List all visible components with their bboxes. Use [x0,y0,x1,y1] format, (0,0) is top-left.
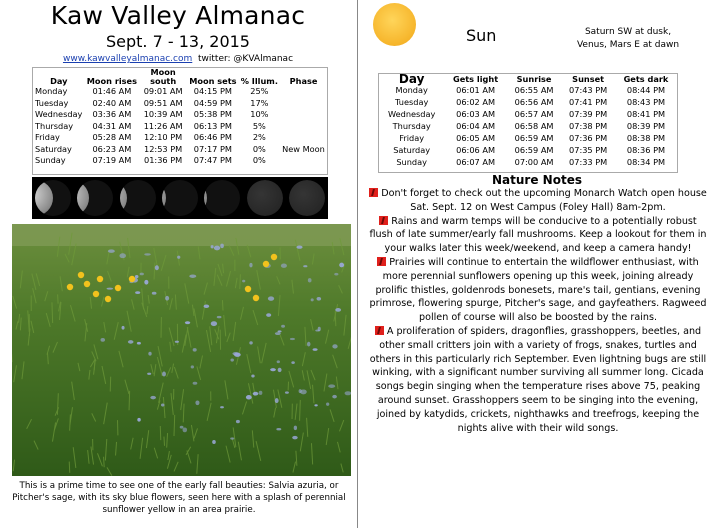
moon-table-cell: Wednesday [35,109,83,119]
sun-table-cell: Friday [399,133,425,143]
sun-table-cell: Thursday [392,121,431,131]
moon-table [32,67,328,175]
sun-table-cell: 06:58 AM [514,121,554,131]
moon-table-cell: 03:36 AM [92,109,132,119]
moon-table-cell: Thursday [35,120,74,131]
sun-table-cell: 06:05 AM [456,133,496,143]
moon-table-cell: 07:17 PM [193,143,232,154]
sun-table-row [379,144,677,156]
sun-table-cell: 08:34 PM [626,157,666,167]
sun-table [378,73,678,173]
moon-table-header [33,68,327,86]
moon-table-cell: 05:38 PM [193,109,232,119]
moon-table-cell: 07:47 PM [193,155,232,165]
col-day: Day [398,72,425,86]
note-item: Don't forget to check out the upcoming Monarch Watch open house Sat. Sept. 12 on West Campus (Foley Hall) 8am-2pm. [368,187,708,215]
date-range: Sept. 7 - 13, 2015 [106,32,250,51]
moon-table-cell: Sunday [35,155,66,165]
col-illum: % Illum. [240,76,278,86]
moon-table-cell: 06:23 AM [92,143,132,154]
moon-phase-icon [120,180,156,216]
col-phase: Phase [289,76,318,86]
moon-table-cell: Friday [35,132,60,142]
moon-phase-icon [247,180,283,216]
moon-table-cell: Monday [35,86,68,96]
sun-table-row [379,156,677,168]
moon-table-row [33,86,327,98]
sun-table-cell: 07:00 AM [514,157,554,167]
col-sunrise: Sunrise [516,74,552,84]
moon-table-cell: 5% [252,120,266,131]
sun-table-cell: 06:01 AM [456,85,496,95]
sun-table-cell: 06:03 AM [456,109,496,119]
moon-table-cell [280,121,327,133]
col-moon-sets: Moon sets [189,76,237,86]
col-gets-dark: Gets dark [623,74,669,84]
moon-phase-strip [32,177,328,219]
moon-table-cell: Saturday [35,143,72,154]
moon-table-cell: 0% [252,155,266,165]
note-item: A proliferation of spiders, dragonflies, grasshoppers, beetles, and other small critters join with a variety of frogs, snakes, turtles and others in this particularly rich September. Even lightning bugs are still winking, with a significant number surviving all summer long. Cicada songs begin singing when the temperature rises above 75, peaking around sunset. Grasshoppers seem to be singing into the evening, joined by katydids, crickets, nighthawks and treefrogs, keeping the nights alive with their wild songs. [369,325,707,434]
sun-table-cell: 06:02 AM [456,97,496,107]
sun-table-cell: Saturday [393,145,431,155]
planets-line-1: Saturn SW at dusk, [584,27,672,37]
sun-table-cell: 07:39 PM [569,109,608,119]
moon-table-cell: 04:31 AM [92,120,132,131]
planets-note [548,26,708,52]
sun-table-row [379,108,677,120]
moon-table-cell: 02:40 AM [92,97,132,108]
col-gets-light: Gets light [453,74,499,84]
sun-table-cell: 08:39 PM [626,121,666,131]
sun-table-cell: 08:41 PM [626,109,666,119]
moon-phase-icon [162,180,198,216]
moon-table-cell: 09:01 AM [143,86,183,96]
links-line [0,54,356,65]
col-moon-south: Moon south [150,67,177,86]
sun-table-cell: 06:06 AM [456,145,496,155]
photo-caption: This is a prime time to see one of the early fall beauties: Salvia azuria, or Pitcher's sage, with its sky blue flowers, seen here with a splash of perennial sunflower yellow in an area prairie. [12,481,346,515]
moon-table-row [33,132,327,144]
moon-phase-icon [204,180,240,216]
moon-table-cell [280,109,327,121]
almanac-title: Kaw Valley Almanac [50,1,306,30]
note-bullet-icon [377,257,386,266]
moon-phase-icon [77,180,113,216]
sun-table-cell: 07:35 PM [569,145,608,155]
sun-icon [373,3,416,46]
sun-heading: Sun [466,26,497,45]
moon-table-cell: 11:26 AM [143,120,183,131]
moon-table-cell: 12:53 PM [144,143,183,154]
moon-table-cell: 06:46 PM [193,132,232,142]
moon-table-cell: 04:15 PM [193,86,232,96]
sun-table-cell: 06:59 AM [514,145,554,155]
sun-table-cell: Wednesday [387,109,436,119]
moon-table-cell [280,98,327,110]
moon-table-row [33,144,327,156]
sun-table-cell: 06:07 AM [456,157,496,167]
twitter-handle: twitter: @KVAlmanac [198,54,294,64]
right-page [360,0,714,528]
sun-table-row [379,120,677,132]
moon-table-cell: New Moon [282,143,325,154]
moon-table-row [33,98,327,110]
sun-table-cell: 08:38 PM [626,133,666,143]
sun-table-row [379,132,677,144]
sun-table-cell: 08:43 PM [626,97,666,107]
moon-table-cell: 01:36 PM [144,155,183,165]
moon-table-cell: Tuesday [35,97,69,108]
moon-table-cell [280,86,327,98]
moon-table-cell: 12:10 PM [144,132,183,142]
note-bullet-icon [379,216,388,225]
moon-table-cell: 10% [250,109,269,119]
moon-table-cell: 25% [250,86,269,96]
moon-table-cell [280,132,327,144]
moon-table-cell: 10:39 AM [143,109,183,119]
left-page [0,0,356,528]
moon-table-cell: 09:51 AM [143,97,183,108]
sun-table-cell: 07:43 PM [569,85,608,95]
moon-table-cell: 01:46 AM [92,86,132,96]
moon-phase-icon [289,180,325,216]
sun-table-header [379,74,677,84]
note-item: Prairies will continue to entertain the wildflower enthusiast, with more perennial sunflowers opening up this week, joining already prolific thistles, goldenrods bonesets, mare's tail, gentians, evening primrose, flowering spurge, Pitcher's sage, and gayfeathers. Ragweed pollen of course will also be boosted by the rains. [369,256,707,324]
sun-table-row [379,84,677,96]
nature-notes-title: Nature Notes [492,173,582,187]
page-divider [357,0,358,528]
prairie-photo-image [12,224,351,476]
sun-table-cell: 07:33 PM [569,157,608,167]
sun-table-cell: 06:59 AM [514,133,554,143]
moon-table-cell [280,155,327,167]
moon-table-cell: 05:28 AM [92,132,132,142]
website-link[interactable]: www.kawvalleyalmanac.com [62,54,193,64]
sun-table-cell: Monday [395,85,428,95]
sun-table-cell: 06:55 AM [514,85,554,95]
sun-table-cell: 06:56 AM [514,97,554,107]
sun-table-row [379,96,677,108]
nature-notes [368,187,708,435]
moon-table-cell: 06:13 PM [193,120,232,131]
moon-phase-icon [35,180,71,216]
col-sunset: Sunset [572,74,605,84]
moon-table-cell: 04:59 PM [193,97,232,108]
note-bullet-icon [375,326,384,335]
planets-line-2: Venus, Mars E at dawn [576,40,680,50]
prairie-photo [12,224,351,476]
sun-table-cell: 08:44 PM [626,85,666,95]
sun-table-cell: 07:36 PM [569,133,608,143]
col-moon-rises: Moon rises [86,76,137,86]
note-item: Rains and warm temps will be conducive to a potentially robust flush of late summer/early fall mushrooms. Keep a lookout for them in your walks later this week/weekend, and keep a camera handy! [369,215,707,255]
moon-table-cell: 0% [252,143,266,154]
sun-table-cell: 08:36 PM [626,145,666,155]
col-day: Day [50,76,68,86]
moon-table-cell: 07:19 AM [92,155,132,165]
sun-table-cell: Tuesday [395,97,429,107]
moon-table-cell: 17% [250,97,269,108]
sun-table-cell: Sunday [396,157,427,167]
moon-table-row [33,109,327,121]
moon-table-row [33,121,327,133]
sun-table-cell: 06:04 AM [456,121,496,131]
sun-table-cell: 06:57 AM [514,109,554,119]
note-bullet-icon [369,188,378,197]
sun-table-cell: 07:41 PM [569,97,608,107]
sun-table-cell: 07:38 PM [569,121,608,131]
moon-table-cell: 2% [252,132,266,142]
moon-table-row [33,155,327,167]
